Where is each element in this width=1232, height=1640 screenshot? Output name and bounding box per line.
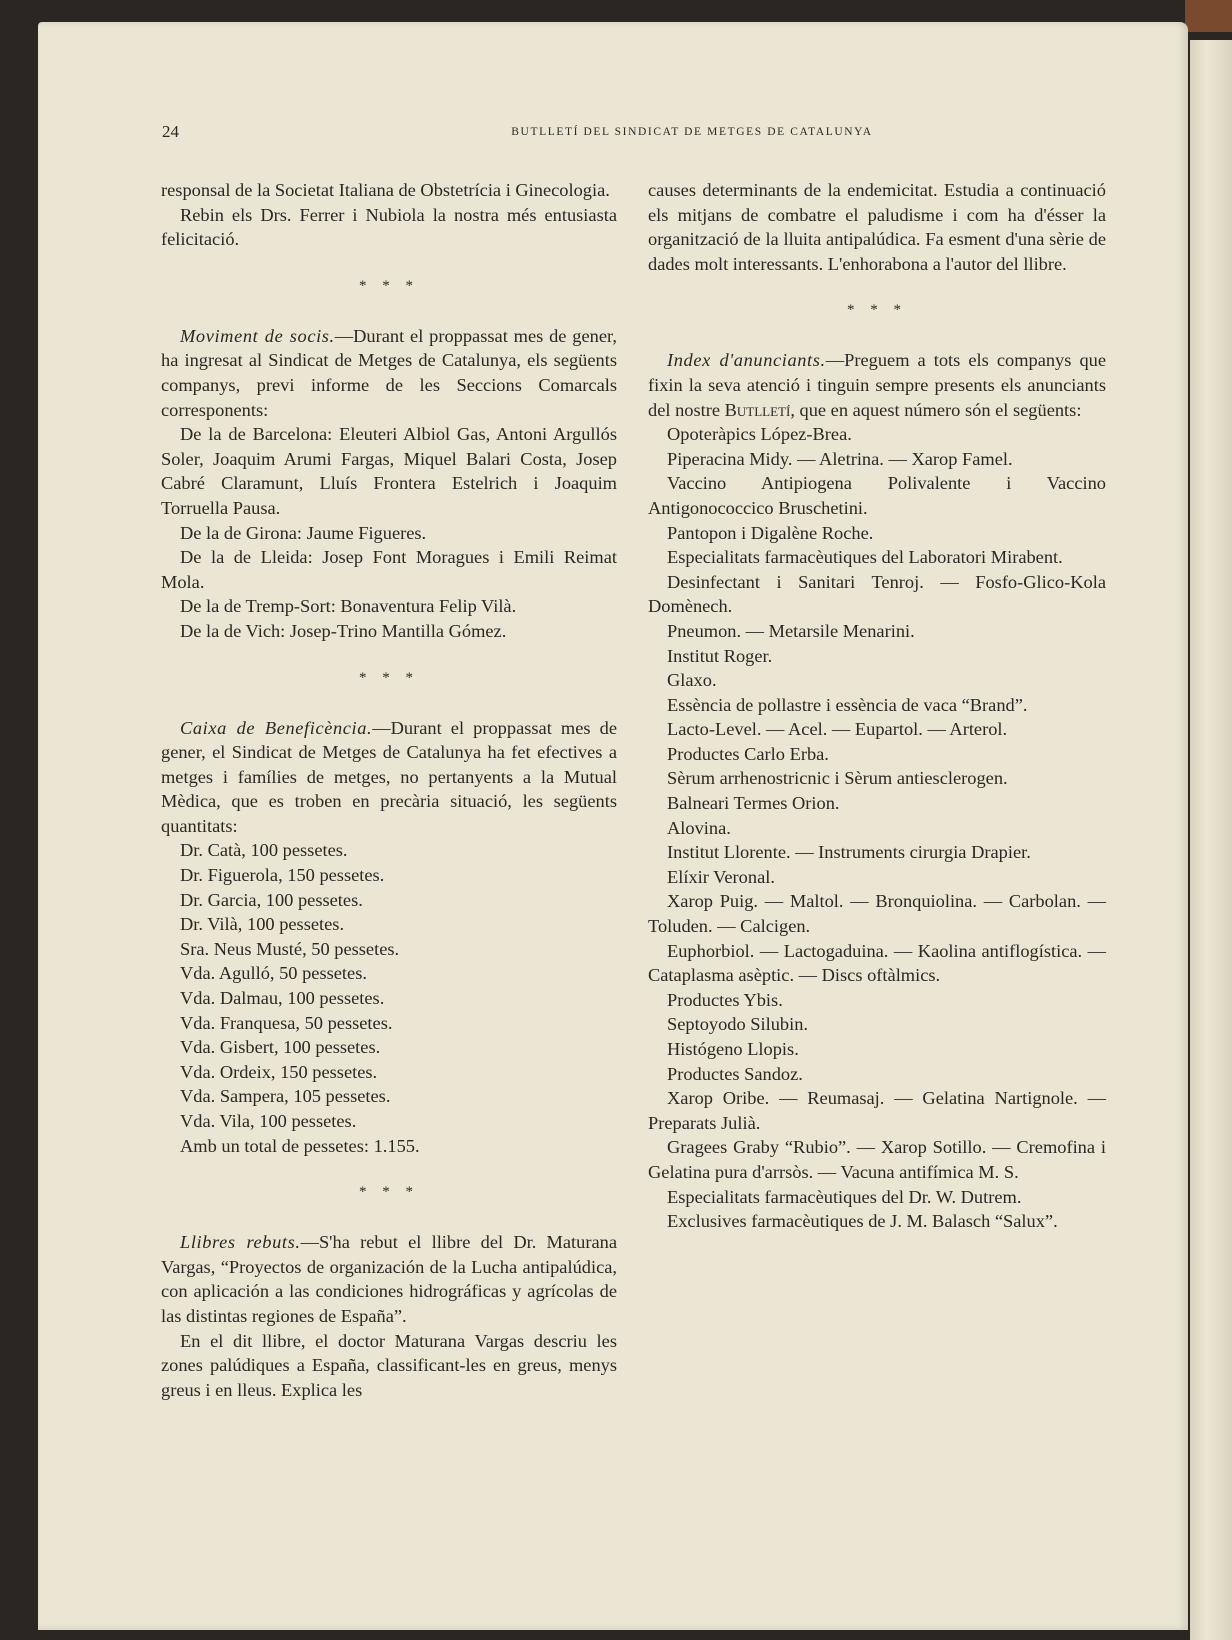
advertiser-entry: Balneari Termes Orion.	[667, 793, 840, 814]
advertiser-entry: Xarop Oribe. — Reumasaj. — Gelatina Nartignole. — Preparats Julià.	[648, 1088, 1106, 1133]
member-entry: De la de Vich: Josep-Trino Mantilla Gómez.	[180, 620, 507, 641]
index-anunciants-text-before: —Preguem a tots els companys que fixin la seva atenció i tinguin sempre presents els anunciants del nostre	[648, 350, 1106, 420]
advertiser-entry: Lacto-Level. — Acel. — Eupartol. — Arterol.	[667, 719, 1008, 740]
advertiser-entry: Vaccino Antipiogena Polivalente i Vaccino Antigonococcico Bruschetini.	[648, 473, 1106, 518]
amount-entry: Dr. Figuerola, 150 pessetes.	[180, 865, 385, 886]
caixa-beneficencia-paragraph	[161, 716, 617, 839]
amount-entry: Vda. Dalmau, 100 pessetes.	[180, 988, 385, 1009]
member-entry: De la de Barcelona: Eleuteri Albiol Gas, Antoni Argullós Soler, Joaquim Arumi Fargas, Miquel Balari Costa, Josep Cabré Claramunt, Lluís Frontera Estelrich i Joaquim Torruella Pausa.	[161, 424, 617, 518]
advertiser-entry: Desinfectant i Sanitari Tenroj. — Fosfo-Glico-Kola Domènech.	[648, 571, 1106, 617]
member-entry: De la de Girona: Jaume Figueres.	[180, 522, 427, 543]
advertiser-entry: Institut Roger.	[667, 645, 773, 666]
member-entry: De la de Tremp-Sort: Bonaventura Felip Vilà.	[180, 596, 517, 617]
advertiser-entry: Essència de pollastre i essència de vaca “Brand”.	[667, 694, 1028, 715]
section-separator: * * *	[359, 669, 419, 686]
advertiser-entry: Institut Llorente. — Instruments cirurgia Drapier.	[667, 842, 1031, 863]
advertiser-entry: Productes Sandoz.	[667, 1063, 803, 1084]
right-column	[648, 178, 1106, 1234]
page-edge	[1190, 40, 1232, 1640]
amount-entry: Vda. Ordeix, 150 pessetes.	[180, 1061, 378, 1082]
advertiser-entry: Gragees Graby “Rubio”. — Xarop Sotillo. — Cremofina i Gelatina pura d'arrsòs. — Vacuna antifímica M. S.	[648, 1137, 1106, 1182]
advertiser-entry: Glaxo.	[667, 670, 717, 691]
advertiser-entry: Productes Ybis.	[667, 989, 783, 1010]
amount-entry: Vda. Gisbert, 100 pessetes.	[180, 1037, 381, 1058]
advertiser-entry: Pantopon i Digalène Roche.	[667, 522, 874, 543]
index-anunciants-heading: Index d'anunciants.	[667, 350, 826, 371]
butlleti-name: Butlletí	[724, 399, 791, 420]
advertiser-entry: Septoyodo Silubin.	[667, 1014, 809, 1035]
page-header	[162, 122, 1162, 146]
amount-entry: Dr. Vilà, 100 pessetes.	[180, 914, 345, 935]
advertiser-entry: Piperacina Midy. — Aletrina. — Xarop Famel.	[667, 448, 1013, 469]
index-anunciants-text-after: , que en aquest número són el següents:	[790, 399, 1082, 420]
amount-total: Amb un total de pessetes: 1.155.	[180, 1135, 420, 1156]
amount-entry: Sra. Neus Musté, 50 pessetes.	[180, 938, 400, 959]
amount-entry: Vda. Sampera, 105 pessetes.	[180, 1086, 391, 1107]
advertiser-entry: Alovina.	[667, 817, 731, 838]
advertiser-entry: Opoteràpics López-Brea.	[667, 424, 852, 445]
advertiser-entry: Euphorbiol. — Lactogaduina. — Kaolina antiflogística. — Cataplasma asèptic. — Discs oftàlmics.	[648, 940, 1106, 986]
amount-entry: Dr. Garcia, 100 pessetes.	[180, 889, 363, 910]
amount-entry: Vda. Franquesa, 50 pessetes.	[180, 1012, 393, 1033]
section-separator: * * *	[847, 302, 907, 319]
llibres-rebuts-paragraph-2: En el dit llibre, el doctor Maturana Vargas descriu les zones palúdiques a España, classificant-les en greus, menys greus i en lleus. Explica les	[161, 1330, 617, 1400]
book-binding	[1185, 0, 1232, 32]
intro-paragraph: responsal de la Societat Italiana de Obstetrícia i Ginecologia.	[161, 180, 610, 200]
section-separator: * * *	[359, 277, 419, 294]
section-separator: * * *	[359, 1184, 419, 1201]
advertiser-entry: Histógeno Llopis.	[667, 1039, 799, 1059]
member-entry: De la de Lleida: Josep Font Moragues i Emili Reimat Mola.	[161, 547, 617, 592]
index-anunciants-paragraph	[648, 348, 1106, 422]
llibres-rebuts-text: —S'ha rebut el llibre del Dr. Maturana Vargas, “Proyectos de organización de la Lucha antipalúdica, con aplicación a las condiciones hidrográficas y agrícolas de las distintas regiones de España”.	[161, 1232, 617, 1326]
advertiser-entry: Especialitats farmacèutiques del Dr. W. Dutrem.	[667, 1186, 1022, 1207]
advertiser-entry: Especialitats farmacèutiques del Laboratori Mirabent.	[667, 547, 1063, 568]
moviment-socis-heading: Moviment de socis.	[180, 325, 335, 346]
amount-entry: Vda. Agulló, 50 pessetes.	[180, 963, 367, 984]
felicitation-paragraph: Rebin els Drs. Ferrer i Nubiola la nostra més entusiasta felicitació.	[161, 204, 617, 250]
amount-entry: Vda. Vila, 100 pessetes.	[180, 1111, 357, 1131]
advertiser-entry: Pneumon. — Metarsile Menarini.	[667, 620, 915, 641]
advertiser-entry: Productes Carlo Erba.	[667, 743, 829, 764]
advertiser-entry: Exclusives farmacèutiques de J. M. Balasch “Salux”.	[667, 1211, 1058, 1232]
advertiser-entry: Elíxir Veronal.	[667, 866, 775, 887]
advertiser-entry: Sèrum arrhenostricnic i Sèrum antiesclerogen.	[667, 768, 1008, 789]
llibres-rebuts-heading: Llibres rebuts.	[180, 1232, 301, 1253]
running-title: BUTLLETÍ DEL SINDICAT DE METGES DE CATALUNYA	[511, 126, 873, 138]
moviment-socis-text: —Durant el proppassat mes de gener, ha ingresat al Sindicat de Metges de Catalunya, els següents companys, previ informe de les Seccions Comarcals corresponents:	[161, 325, 617, 420]
page-number: 24	[162, 122, 179, 141]
left-column	[161, 178, 617, 1402]
llibres-rebuts-paragraph	[161, 1230, 617, 1328]
caixa-beneficencia-text: —Durant el proppassat mes de gener, el Sindicat de Metges de Catalunya ha fet efectives a metges i famílies de metges, no pertanyents a la Mutual Mèdica, que es troben en precària situació, les següents quantitats:	[161, 717, 617, 836]
amount-entry: Dr. Catà, 100 pessetes.	[180, 840, 348, 861]
continuation-paragraph: causes determinants de la endemicitat. Estudia a continuació els mitjans de combatre el paludisme i com ha d'ésser la organització de la lluita antipalúdica. Fa esment d'una sèrie de dades molt interessants. L'enhorabona a l'autor del llibre.	[648, 180, 1106, 274]
advertiser-entry: Xarop Puig. — Maltol. — Bronquiolina. — Carbolan. — Toluden. — Calcigen.	[648, 891, 1106, 937]
moviment-socis-paragraph	[161, 324, 617, 422]
caixa-beneficencia-heading: Caixa de Beneficència.	[180, 717, 373, 738]
